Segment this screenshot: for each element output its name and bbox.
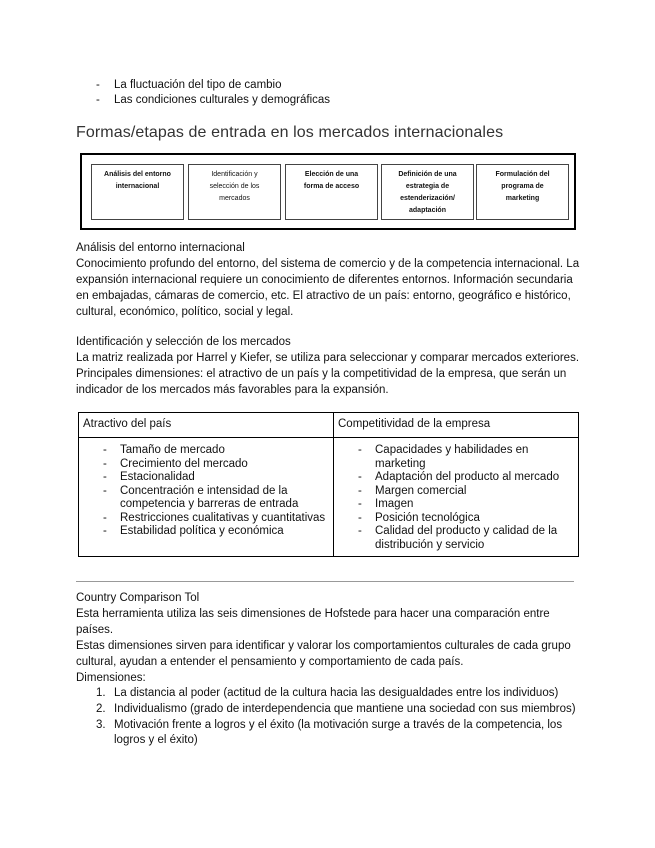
country-paragraph-1: Esta herramienta utiliza las seis dimensiones de Hofstede para hacer una comparación entre países.: [76, 608, 550, 636]
list-item: - Posición tecnológica: [334, 512, 578, 526]
list-item: - La fluctuación del tipo de cambio: [76, 78, 596, 93]
list-item: - Las condiciones culturales y demográficas: [76, 93, 596, 108]
section-title: Formas/etapas de entrada en los mercados internacionales: [76, 124, 504, 141]
table-cell-atractivo: [79, 438, 334, 557]
list-number: 3.: [96, 719, 106, 731]
list-item: - Capacidades y habilidades en marketing: [334, 444, 578, 471]
stage-label-line: Definición de una: [398, 171, 457, 178]
list-item-text: La distancia al poder (actitud de la cultura hacia las desigualdades entre los individuos): [114, 687, 559, 699]
list-item: [76, 718, 581, 748]
country-paragraph-2: Estas dimensiones sirven para identificar y valorar los comportamientos culturales de cada grupo cultural, ayudan a entender el pensamiento y comportamiento de cada país.: [76, 640, 571, 668]
identificacion-section: [76, 334, 586, 398]
stage-box-eleccion: [285, 164, 378, 220]
identificacion-heading: Identificación y selección de los mercados: [76, 336, 291, 348]
analisis-section: [76, 240, 586, 320]
list-item: - Crecimiento del mercado: [79, 458, 333, 472]
stage-box-identificacion: [188, 164, 281, 220]
table-cell-competitividad: [334, 438, 579, 557]
country-heading: Country Comparison Tol: [76, 592, 200, 604]
list-item: - Estabilidad política y económica: [79, 525, 333, 539]
stage-label-line: estenderización/: [400, 195, 455, 202]
list-item: [76, 686, 581, 701]
analisis-heading: Análisis del entorno internacional: [76, 242, 245, 254]
competitividad-list: [334, 444, 578, 552]
stage-box-formulacion: [476, 164, 569, 220]
table-header-row: [79, 413, 579, 438]
list-item-text: Motivación frente a logros y el éxito (la motivación surge a través de la competencia, los logros y el éxito): [114, 719, 563, 746]
list-item: [76, 702, 581, 717]
stage-box-analisis: [91, 164, 184, 220]
list-item: - Tamaño de mercado: [79, 444, 333, 458]
stage-label-line: selección de los: [209, 183, 260, 190]
list-item: - Calidad del producto y calidad de la distribución y servicio: [334, 525, 578, 552]
dimensions-list: [76, 686, 581, 748]
table-header-atractivo: Atractivo del país: [79, 413, 334, 438]
analisis-body: Conocimiento profundo del entorno, del sistema de comercio y de la competencia internacional. La expansión internacional requiere un conocimiento de diferentes entornos. Información secundaria en embajadas, cámaras de comercio, etc. El atractivo de un país: entorno, geográfico e histórico, cultural, económico, político, social y legal.: [76, 258, 580, 318]
list-item-text: Individualismo (grado de interdependencia que mantiene una sociedad con sus miembros): [114, 703, 576, 715]
list-item: - Concentración e intensidad de la competencia y barreras de entrada: [79, 485, 333, 512]
stage-label-line: Análisis del entorno: [104, 171, 171, 178]
stage-label-line: Formulación del: [495, 171, 550, 178]
stage-label-line: Identificación y: [211, 171, 258, 178]
stage-label-line: internacional: [115, 183, 160, 190]
stage-label-line: marketing: [505, 195, 540, 202]
horizontal-divider: [76, 581, 574, 582]
identificacion-body: La matriz realizada por Harrel y Kiefer, se utiliza para seleccionar y comparar mercados exteriores. Principales dimensiones: el atractivo de un país y la competitividad de la empresa, que serán un indicador de los mercados más favorables para la expansión.: [76, 352, 580, 396]
comparison-table: [78, 412, 579, 557]
list-item: - Restricciones cualitativas y cuantitativas: [79, 512, 333, 526]
stage-label-line: programa de: [501, 183, 544, 190]
list-number: 1.: [96, 687, 106, 699]
list-item: - Margen comercial: [334, 485, 578, 499]
top-bullet-list: [76, 78, 596, 108]
country-comparison-section: [76, 590, 581, 749]
atractivo-list: [79, 444, 333, 539]
stage-label-line: forma de acceso: [303, 183, 360, 190]
dimensions-label: Dimensiones:: [76, 672, 146, 684]
list-number: 2.: [96, 703, 106, 715]
list-item: - Estacionalidad: [79, 471, 333, 485]
list-item: - Adaptación del producto al mercado: [334, 471, 578, 485]
stage-label-line: mercados: [219, 195, 250, 202]
stage-label-line: estrategia de: [405, 183, 450, 190]
stage-label-line: Elección de una: [304, 171, 359, 178]
table-row: [79, 438, 579, 557]
entry-stages-diagram: [80, 153, 576, 230]
table-header-competitividad: Competitividad de la empresa: [334, 413, 579, 438]
list-item: - Imagen: [334, 498, 578, 512]
stage-label-line: adaptación: [409, 207, 446, 214]
stage-box-definicion: [381, 164, 474, 220]
